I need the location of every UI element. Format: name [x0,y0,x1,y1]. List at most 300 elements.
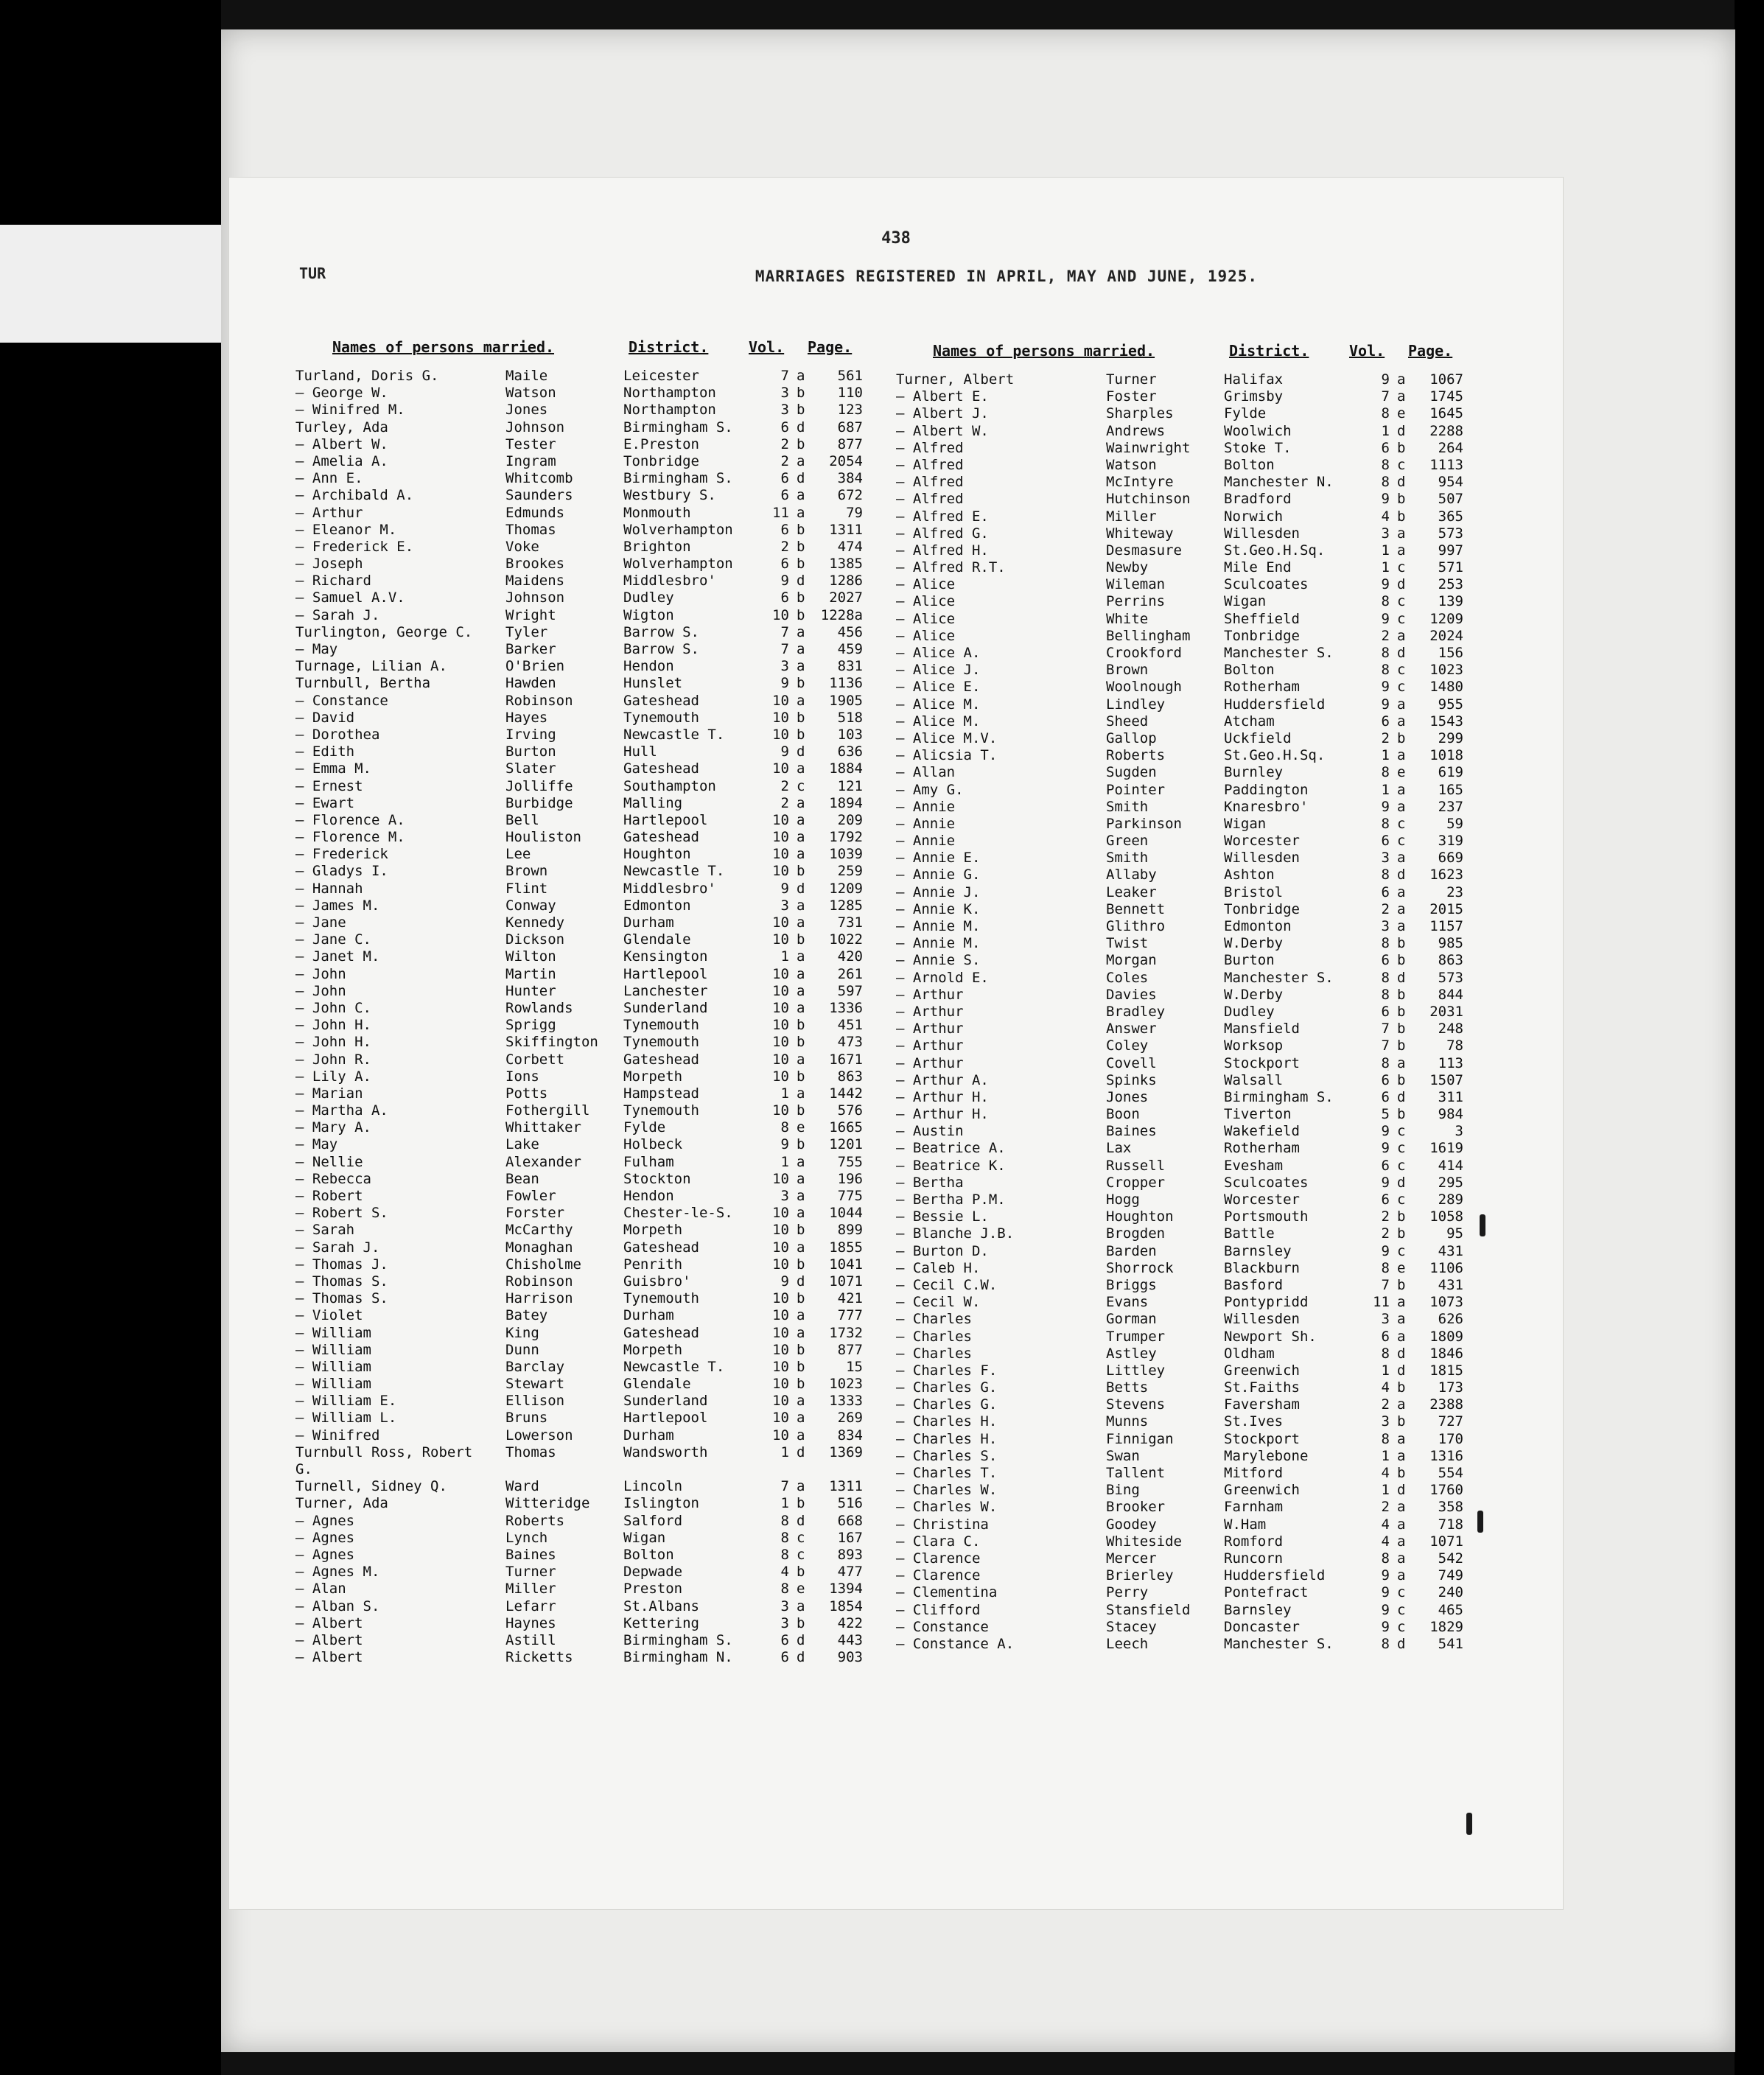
entry-page: 844 [1438,986,1463,1003]
entry-volume: 6 [780,521,789,538]
entry-name: — Allan [896,764,956,781]
entry-name: — Alicsia T. [896,747,998,764]
entry-spouse-surname: Ward [505,1478,539,1495]
entry-volume: 10 [772,1205,789,1222]
entry-district: Hendon [623,658,674,675]
header-names: Names of persons married. [933,342,1155,360]
entry-volume: 1 [1381,559,1390,576]
entry-volume: 1 [1381,542,1390,559]
entry-district: Islington [623,1495,699,1512]
entry-page: 1071 [1429,1533,1463,1550]
entry-spouse-surname: Skiffington [505,1034,598,1051]
entry-volume: 6 [1381,952,1390,969]
entry-name: — Alice M.V. [896,729,998,746]
entry-name: — Clarence [896,1567,981,1584]
entry-volume-letter: b [1397,729,1406,746]
entry-name: — Thomas S. [295,1290,388,1307]
entry-name: — Blanche J.B. [896,1225,1015,1242]
entry-spouse-surname: Stansfield [1106,1601,1191,1618]
entry-district: Wolverhampton [623,521,733,538]
entry-volume: 7 [780,1478,789,1495]
entry-district: Tynemouth [623,1102,699,1119]
entry-volume: 10 [772,726,789,743]
entry-volume: 8 [780,1119,789,1136]
entry-volume-letter: c [797,1529,805,1546]
entry-volume: 9 [1381,1584,1390,1601]
surname-header-code: TUR [299,265,326,282]
header-vol: Vol. [1349,342,1385,360]
entry-district: Sunderland [623,1393,708,1410]
entry-volume: 7 [1381,1276,1390,1293]
entry-volume-letter: b [797,589,805,606]
entry-spouse-surname: Brogden [1106,1225,1166,1242]
entry-page: 718 [1438,1516,1463,1533]
entry-volume-letter: b [797,556,805,573]
entry-volume-letter: d [797,880,805,897]
film-border-right [1735,0,1764,2075]
entry-spouse-surname: Whiteside [1106,1533,1182,1550]
entry-page: 1285 [829,897,863,914]
entry-name: — Charles [896,1345,972,1362]
entry-name: — Alfred [896,456,964,473]
entry-page: 1623 [1429,867,1463,883]
entry-name: — Alfred E. [896,508,989,525]
entry-page: 554 [1438,1465,1463,1481]
entry-spouse-surname: Evans [1106,1294,1149,1311]
entry-volume: 4 [1381,1533,1390,1550]
entry-spouse-surname: Brierley [1106,1567,1174,1584]
entry-volume: 2 [780,777,789,794]
entry-spouse-surname: Lindley [1106,696,1166,713]
entry-volume: 6 [1381,1328,1390,1345]
entry-page: 1039 [829,846,863,863]
entry-spouse-surname: Betts [1106,1379,1149,1396]
entry-page: 831 [837,658,863,675]
entry-volume-letter: d [1397,969,1406,986]
entry-name: — May [295,641,338,657]
entry-name: — Caleb H. [896,1259,981,1276]
entry-page: 561 [837,368,863,384]
entry-name: — Mary A. [295,1119,371,1136]
entry-volume-letter: d [797,1273,805,1290]
entry-page: 1209 [829,880,863,897]
entry-district: Kettering [623,1614,699,1631]
entry-name: — Annie M. [896,935,981,952]
entry-volume-letter: b [797,1564,805,1581]
entry-name: Turner, Albert [896,371,1015,388]
entry-name: — Charles [896,1311,972,1328]
entry-volume-letter: e [1397,764,1406,781]
entry-volume-letter: c [1397,662,1406,679]
entry-spouse-surname: Brown [505,863,548,880]
entry-volume-letter: d [1397,867,1406,883]
entry-district: Burnley [1224,764,1284,781]
entry-volume-letter: a [797,897,805,914]
entry-name: — Austin [896,1123,964,1140]
entry-volume: 9 [780,1136,789,1153]
entry-page: 261 [837,965,863,982]
entry-page: 473 [837,1034,863,1051]
entry-page: 1732 [829,1324,863,1341]
entry-name: — Constance A. [896,1635,1015,1652]
entry-name: G. [295,1461,312,1477]
entry-district: Durham [623,1307,674,1324]
entry-page: 731 [837,914,863,931]
entry-district: Manchester S. [1224,969,1334,986]
entry-page: 672 [837,487,863,504]
entry-name: — John H. [295,1017,371,1034]
entry-district: Fylde [1224,405,1267,422]
entry-spouse-surname: Brown [1106,662,1149,679]
entry-spouse-surname: Chisholme [505,1256,581,1273]
entry-volume: 4 [1381,1379,1390,1396]
entry-volume: 3 [780,1188,789,1204]
entry-volume-letter: c [1397,1618,1406,1635]
entry-volume-letter: a [797,1205,805,1222]
entry-volume-letter: b [1397,1106,1406,1123]
entry-district: Lanchester [623,982,708,999]
entry-district: Stockport [1224,1430,1300,1447]
entry-district: Bristol [1224,883,1284,900]
entry-name: — Arthur [896,1054,964,1071]
entry-volume-letter: d [797,1512,805,1529]
entry-name: — Alice [896,627,956,644]
entry-district: Pontefract [1224,1584,1309,1601]
entry-volume: 11 [1373,1294,1390,1311]
entry-page: 1071 [829,1273,863,1290]
entry-page: 518 [837,709,863,726]
entry-page: 1809 [1429,1328,1463,1345]
film-mark [1480,1214,1485,1236]
entry-spouse-surname: Bell [505,811,539,828]
entry-district: Huddersfield [1224,696,1326,713]
entry-page: 311 [1438,1088,1463,1105]
entry-page: 422 [837,1614,863,1631]
entry-page: 299 [1438,729,1463,746]
entry-district: Barrow S. [623,623,699,640]
entry-page: 209 [837,811,863,828]
entry-page: 687 [837,419,863,435]
entry-spouse-surname: Harrison [505,1290,573,1307]
entry-district: Runcorn [1224,1550,1284,1567]
entry-volume-letter: c [1397,1157,1406,1174]
entry-name: — Emma M. [295,760,371,777]
entry-name: — Alfred [896,474,964,491]
entry-name: — Beatrice A. [896,1140,1006,1157]
entry-name: — Arthur A. [896,1071,989,1088]
entry-page: 1336 [829,999,863,1016]
entry-page: 358 [1438,1499,1463,1516]
entry-district: Stockton [623,1170,691,1187]
entry-district: Northampton [623,402,716,419]
entry-page: 78 [1446,1038,1463,1054]
entry-spouse-surname: Coley [1106,1038,1149,1054]
entry-spouse-surname: Smith [1106,798,1149,815]
entry-page: 863 [837,1068,863,1085]
entry-volume-letter: b [797,1614,805,1631]
entry-district: Bolton [1224,456,1275,473]
entry-district: Barnsley [1224,1601,1292,1618]
entry-volume: 10 [772,1410,789,1427]
entry-district: Edmonton [623,897,691,914]
entry-volume: 7 [780,641,789,657]
entry-district: Birmingham S. [623,470,733,487]
entry-spouse-surname: Roberts [1106,747,1166,764]
entry-name: — Annie G. [896,867,981,883]
entry-volume: 1 [780,1153,789,1170]
entry-volume-letter: b [1397,1225,1406,1242]
entry-volume-letter: a [1397,781,1406,798]
entry-spouse-surname: Fothergill [505,1102,590,1119]
entry-name: — Christina [896,1516,989,1533]
entry-page: 156 [1438,645,1463,661]
entry-district: St.Albans [623,1598,699,1614]
entry-name: — David [295,709,355,726]
entry-page: 1369 [829,1444,863,1460]
film-mark [1466,1813,1472,1835]
entry-name: — John [295,965,346,982]
entry-volume: 8 [780,1529,789,1546]
entry-page: 1894 [829,794,863,811]
entry-name: — Clifford [896,1601,981,1618]
entry-district: Penrith [623,1256,683,1273]
entry-spouse-surname: Maidens [505,573,565,589]
entry-district: Northampton [623,385,716,402]
entry-name: — Charles T. [896,1465,998,1481]
entry-spouse-surname: Davies [1106,986,1157,1003]
entry-name: — Alfred [896,439,964,456]
entry-name: — Annie [896,815,956,832]
entry-spouse-surname: Houliston [505,829,581,846]
entry-volume-letter: a [797,1239,805,1256]
entry-page: 2288 [1429,422,1463,439]
entry-volume-letter: d [1397,1635,1406,1652]
entry-name: — Arthur [896,1021,964,1038]
entry-district: Westbury S. [623,487,716,504]
entry-volume-letter: c [1397,1123,1406,1140]
entry-volume-letter: a [1397,696,1406,713]
entry-volume: 1 [1381,1447,1390,1464]
entry-name: — Annie S. [896,952,981,969]
entry-district: Glendale [623,1376,691,1393]
entry-district: Durham [623,1427,674,1444]
entry-name: — Charles G. [896,1396,998,1413]
entry-district: Tynemouth [623,1034,699,1051]
entry-volume-letter: b [1397,1465,1406,1481]
entry-volume-letter: a [797,846,805,863]
entry-district: Walsall [1224,1071,1284,1088]
entry-district: Gateshead [623,829,699,846]
entry-page: 15 [846,1358,863,1375]
entry-district: Gateshead [623,692,699,709]
entry-name: — Alice E. [896,679,981,696]
entry-spouse-surname: Brookes [505,556,565,573]
entry-volume: 8 [1381,474,1390,491]
entry-name: — Thomas J. [295,1256,388,1273]
entry-name: — Alfred G. [896,525,989,542]
entry-district: Battle [1224,1225,1275,1242]
entry-name: — William [295,1341,371,1358]
entry-volume: 8 [780,1581,789,1598]
entry-page: 253 [1438,576,1463,593]
entry-name: — Clarence [896,1550,981,1567]
entry-name: — Lily A. [295,1068,371,1085]
entry-spouse-surname: Thomas [505,521,556,538]
entry-spouse-surname: Witteridge [505,1495,590,1512]
entry-name: — Cecil C.W. [896,1276,998,1293]
entry-page: 451 [837,1017,863,1034]
entry-volume: 9 [1381,1174,1390,1191]
entry-spouse-surname: Ricketts [505,1649,573,1666]
entry-spouse-surname: Burton [505,743,556,760]
entry-name: — Arthur [295,504,363,521]
entry-volume-letter: b [797,538,805,555]
entry-spouse-surname: Perry [1106,1584,1149,1601]
entry-name: — Arthur H. [896,1106,989,1123]
entry-volume-letter: a [1397,627,1406,644]
entry-page: 431 [1438,1242,1463,1259]
entry-page: 1201 [829,1136,863,1153]
entry-page: 1760 [1429,1482,1463,1499]
entry-volume-letter: b [1397,1379,1406,1396]
entry-volume: 6 [1381,713,1390,729]
entry-district: Dudley [623,589,674,606]
entry-district: Oldham [1224,1345,1275,1362]
entry-page: 1745 [1429,388,1463,405]
entry-volume-letter: a [797,794,805,811]
entry-district: Sunderland [623,999,708,1016]
film-mark [1477,1511,1483,1533]
entry-spouse-surname: Twist [1106,935,1149,952]
entry-spouse-surname: Baines [505,1546,556,1563]
entry-district: Worcester [1224,833,1300,850]
entry-name: — Florence A. [295,811,405,828]
entry-name: — Hannah [295,880,363,897]
entry-volume-letter: a [797,641,805,657]
entry-spouse-surname: Andrews [1106,422,1166,439]
entry-name: — Violet [295,1307,363,1324]
entry-volume-letter: a [1397,525,1406,542]
entry-name: — Joseph [295,556,363,573]
entry-page: 2024 [1429,627,1463,644]
entry-district: Fulham [623,1153,674,1170]
entry-district: Newcastle T. [623,1358,725,1375]
entry-page: 984 [1438,1106,1463,1123]
entry-spouse-surname: Hawden [505,675,556,692]
entry-spouse-surname: Desmasure [1106,542,1182,559]
entry-page: 431 [1438,1276,1463,1293]
entry-page: 899 [837,1222,863,1239]
entry-volume: 9 [1381,576,1390,593]
entry-name: — John [295,982,346,999]
entry-page: 1507 [1429,1071,1463,1088]
entry-page: 1846 [1429,1345,1463,1362]
entry-volume: 3 [780,385,789,402]
entry-name: — Janet M. [295,948,380,965]
entry-spouse-surname: Whiteway [1106,525,1174,542]
entry-district: Norwich [1224,508,1284,525]
entry-page: 669 [1438,850,1463,867]
entry-volume-letter: c [1397,679,1406,696]
entry-district: Tonbridge [623,452,699,469]
entry-volume-letter: a [1397,1328,1406,1345]
entry-page: 1228a [820,606,863,623]
entry-volume-letter: b [797,1256,805,1273]
entry-volume: 10 [772,811,789,828]
entry-name: — Charles [896,1328,972,1345]
entry-spouse-surname: Maile [505,368,548,384]
entry-district: Uckfield [1224,729,1292,746]
entry-spouse-surname: Munns [1106,1413,1149,1430]
entry-volume: 9 [780,573,789,589]
entry-spouse-surname: Swan [1106,1447,1140,1464]
entry-district: W.Derby [1224,935,1284,952]
entry-district: Sculcoates [1224,1174,1309,1191]
entry-spouse-surname: Green [1106,833,1149,850]
entry-name: — Samuel A.V. [295,589,405,606]
entry-spouse-surname: Lefarr [505,1598,556,1614]
entry-volume-letter: b [797,606,805,623]
entry-page: 877 [837,435,863,452]
entry-volume-letter: d [1397,1345,1406,1362]
entry-spouse-surname: Ellison [505,1393,565,1410]
entry-volume: 1 [1381,422,1390,439]
entry-district: Gateshead [623,760,699,777]
entry-spouse-surname: Sugden [1106,764,1157,781]
entry-volume: 3 [1381,1311,1390,1328]
entry-page: 573 [1438,969,1463,986]
entry-spouse-surname: Burbidge [505,794,573,811]
entry-name: Turner, Ada [295,1495,388,1512]
entry-page: 777 [837,1307,863,1324]
entry-spouse-surname: McIntyre [1106,474,1174,491]
entry-volume-letter: a [1397,1447,1406,1464]
entry-district: Morpeth [623,1222,683,1239]
entry-district: Wolverhampton [623,556,733,573]
entry-volume-letter: a [1397,1294,1406,1311]
entry-page: 384 [837,470,863,487]
entry-spouse-surname: Perrins [1106,593,1166,610]
entry-name: — Alice [896,610,956,627]
entry-name: — George W. [295,385,388,402]
entry-volume-letter: a [1397,542,1406,559]
entry-name: — Rebecca [295,1170,371,1187]
entry-district: Dudley [1224,1003,1275,1020]
entry-volume-letter: b [797,1017,805,1034]
entry-district: Tonbridge [1224,627,1300,644]
entry-volume-letter: a [1397,1516,1406,1533]
entry-spouse-surname: Sprigg [505,1017,556,1034]
entry-district: Newcastle T. [623,726,725,743]
entry-page: 1157 [1429,918,1463,934]
entry-volume-letter: e [797,1581,805,1598]
entry-district: Tonbridge [1224,900,1300,917]
entry-name: — Arnold E. [896,969,989,986]
entry-name: — Eleanor M. [295,521,397,538]
entry-district: Glendale [623,931,691,948]
entry-page: 727 [1438,1413,1463,1430]
entry-district: Manchester S. [1224,1635,1334,1652]
entry-district: Newport Sh. [1224,1328,1317,1345]
entry-spouse-surname: Martin [505,965,556,982]
entry-page: 2015 [1429,900,1463,917]
entry-name: — Martha A. [295,1102,388,1119]
entry-spouse-surname: Potts [505,1085,548,1102]
entry-volume: 9 [780,1273,789,1290]
entry-district: Romford [1224,1533,1284,1550]
entry-volume-letter: c [1397,815,1406,832]
entry-spouse-surname: Wainwright [1106,439,1191,456]
